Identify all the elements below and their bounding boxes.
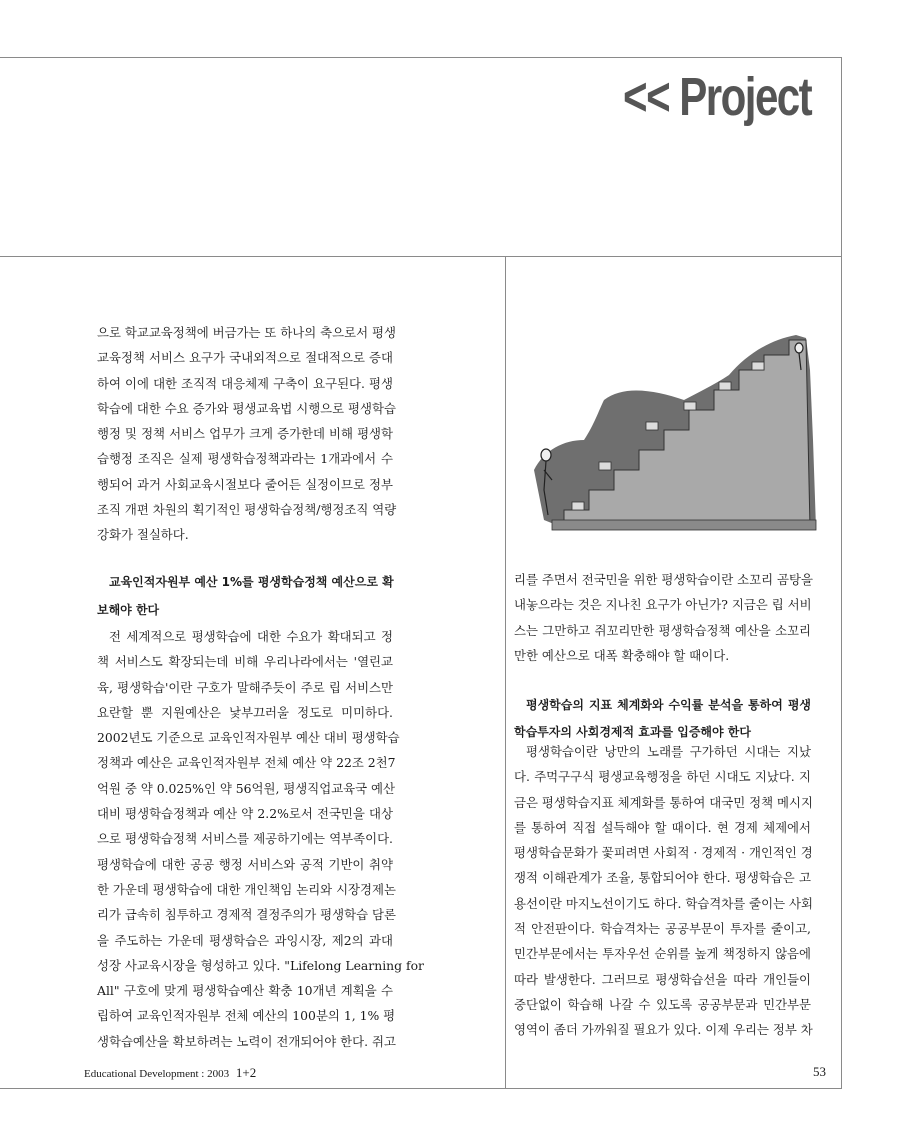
text-line: 을 주도하는 가운데 평생학습은 과잉시장, 제2의 과대 [97, 932, 393, 948]
text-line: 리가 급속히 침투하고 경제적 결정주의가 평생학습 담론 [97, 907, 396, 923]
text-line: 학습투자의 사회경제적 효과를 입증해야 한다 [514, 725, 751, 739]
text-line: 만한 예산으로 대폭 확충해야 할 때이다. [514, 647, 730, 663]
text-line: 육, 평생학습'이란 구호가 말해주듯이 주로 립 서비스만 [97, 679, 393, 695]
text-line: 한 가운데 평생학습에 대한 개인책임 논리와 시장경제논 [97, 881, 396, 897]
text-line: 습행정 조직은 실제 평생학습정책과라는 1개과에서 수 [97, 451, 393, 467]
text-line: 조직 개편 차원의 획기적인 평생학습정책/행정조직 역량 [97, 502, 397, 518]
text-line: 민간부문에서는 투자우선 순위를 높게 책정하지 않음에 [514, 946, 811, 962]
column-divider [505, 256, 506, 1088]
header-bottom-rule [0, 256, 842, 257]
text-line: 평생학습문화가 꽃피려면 사회적 · 경제적 · 개인적인 경 [514, 845, 813, 861]
right-section-body [514, 739, 811, 1043]
text-line: 행정 및 정책 서비스 업무가 크게 증가한데 비해 평생학 [97, 426, 393, 442]
text-line: 강화가 절실하다. [97, 527, 189, 543]
text-line: 쟁적 이해관계가 조율, 통합되어야 한다. 평생학습은 고 [514, 870, 811, 886]
text-line: 영역이 좀더 가까워질 필요가 있다. 이제 우리는 정부 차 [514, 1022, 813, 1038]
text-line: 따라 발생한다. 그러므로 평생학습선을 따라 개인들이 [514, 971, 811, 987]
text-line: 대비 평생학습정책과 예산 약 2.2%로서 전국민을 대상 [97, 806, 393, 822]
left-section-body [97, 624, 424, 1054]
top-rule [0, 57, 842, 58]
text-line: 를 통하여 직접 설득해야 할 때이다. 현 경제 체제에서 [514, 819, 811, 835]
footer-rule [0, 1088, 842, 1089]
staircase-figures-illustration [524, 330, 824, 540]
text-line: 용선이란 마지노선이기도 하다. 학습격차를 줄이는 사회 [514, 895, 813, 911]
text-line: 생학습예산을 확보하려는 노력이 전개되어야 한다. 쥐고 [97, 1033, 396, 1049]
text-line: 행되어 과거 사회교육시절보다 줄어든 실정이므로 정부 [97, 476, 393, 492]
text-line: 보해야 한다 [97, 603, 160, 617]
right-rule [841, 57, 842, 1088]
text-line: 으로 평생학습정책 서비스를 제공하기에는 역부족이다. [97, 831, 393, 847]
intro-paragraph [97, 320, 397, 548]
text-line: 립하여 교육인적자원부 전체 예산의 100분의 1, 1% 평 [97, 1008, 396, 1024]
journal-name: Educational Development : 2003 [84, 1068, 230, 1080]
text-line: 책 서비스도 확장되는데 비해 우리나라에서는 '열린교 [97, 654, 393, 670]
text-line: 요란할 뿐 지원예산은 낯부끄러울 정도로 미미하다. [97, 704, 393, 720]
text-line: 전 세계적으로 평생학습에 대한 수요가 확대되고 정 [109, 629, 393, 644]
text-line: 적 안전판이다. 학습격차는 공공부문이 투자를 줄이고, [514, 921, 811, 937]
text-line: 다. 주먹구구식 평생교육행정을 하던 시대도 지났다. 지 [514, 769, 811, 785]
text-line: 리를 주면서 전국민을 위한 평생학습이란 소꼬리 곰탕을 [514, 572, 813, 587]
section-title: << Project [622, 67, 811, 127]
text-line: 학습에 대한 수요 증가와 평생교육법 시행으로 평생학습 [97, 400, 396, 416]
text-line: 억원 중 약 0.025%인 약 56억원, 평생직업교육국 예산 [97, 780, 395, 796]
text-line: 중단없이 학습해 나갈 수 있도록 공공부문과 민간부문 [514, 996, 811, 1012]
text-line: 하여 이에 대한 조직적 대응체제 구축이 요구된다. 평생 [97, 375, 393, 391]
left-section-heading [97, 568, 393, 624]
text-line: 평생학습에 대한 공공 행정 서비스와 공적 기반이 취약 [97, 856, 393, 872]
right-column-continuation [514, 567, 811, 668]
text-line: 정책과 예산은 교육인적자원부 전체 예산 약 22조 2천7 [97, 755, 396, 771]
text-line: 2002년도 기준으로 교육인적자원부 예산 대비 평생학습 [97, 730, 400, 746]
right-section-heading [514, 692, 811, 746]
text-line: All" 구호에 맞게 평생학습예산 확충 10개년 계획을 수 [97, 983, 393, 999]
text-line: 교육인적자원부 예산 1%를 평생학습정책 예산으로 확 [109, 575, 394, 589]
issue-number: 1+2 [235, 1065, 257, 1080]
text-line: 교육정책 서비스 요구가 국내외적으로 절대적으로 증대 [97, 350, 393, 366]
text-line: 금은 평생학습지표 체계화를 통하여 대국민 정책 메시지 [514, 794, 813, 810]
text-line: 으로 학교교육정책에 버금가는 또 하나의 축으로서 평생 [97, 325, 396, 340]
footer-journal [84, 1065, 256, 1081]
text-line: 내놓으라는 것은 지나친 요구가 아닌가? 지금은 립 서비 [514, 597, 812, 613]
text-line: 평생학습이란 낭만의 노래를 구가하던 시대는 지났 [526, 744, 811, 759]
text-line: 평생학습의 지표 체계화와 수익률 분석을 통하여 평생 [526, 698, 811, 712]
text-line: 스는 그만하고 쥐꼬리만한 평생학습정책 예산을 소꼬리 [514, 622, 811, 638]
page-number: 53 [813, 1064, 826, 1079]
text-line: 성장 사교육시장을 형성하고 있다. "Lifelong Learning for [97, 957, 424, 973]
left-column [97, 320, 397, 548]
